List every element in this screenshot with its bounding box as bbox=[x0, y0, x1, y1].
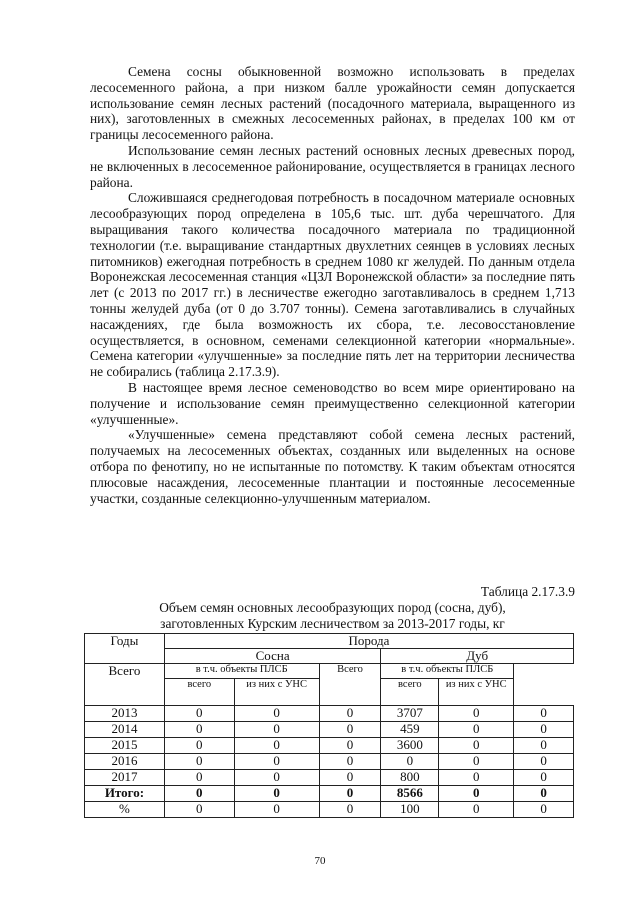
header-oak-total: Всего bbox=[319, 664, 381, 706]
row-label: 2014 bbox=[85, 722, 165, 738]
paragraph-2: Использование семян лесных растений основных лесных древесных пород, не включенных в лесосеменное районирование, осуществляется в границах лесного района. bbox=[90, 142, 575, 190]
table-cell: 0 bbox=[514, 722, 574, 738]
table-cell: 0 bbox=[514, 706, 574, 722]
table-cell: 0 bbox=[439, 754, 514, 770]
header-oak: Дуб bbox=[381, 649, 574, 664]
table-cell: 0 bbox=[439, 786, 514, 802]
table-title-line-2: заготовленных Курским лесничеством за 2013-2017 годы, кг bbox=[160, 615, 505, 631]
table-cell: 0 bbox=[164, 770, 234, 786]
table-cell: 0 bbox=[319, 786, 381, 802]
table-cell: 0 bbox=[234, 738, 319, 754]
table-cell: 0 bbox=[164, 722, 234, 738]
header-pine: Сосна bbox=[164, 649, 381, 664]
table-cell: 0 bbox=[319, 770, 381, 786]
header-oak-uns: из них с УНС bbox=[439, 679, 514, 706]
table-row bbox=[85, 722, 574, 738]
table-cell: 0 bbox=[234, 802, 319, 818]
row-label: 2017 bbox=[85, 770, 165, 786]
table-number: Таблица 2.17.3.9 bbox=[480, 584, 575, 599]
table-cell: 0 bbox=[164, 754, 234, 770]
table-cell: 0 bbox=[439, 722, 514, 738]
body-text bbox=[90, 64, 575, 506]
row-label: 2015 bbox=[85, 738, 165, 754]
table-cell: 0 bbox=[234, 754, 319, 770]
table-cell: 0 bbox=[319, 754, 381, 770]
header-oak-all: всего bbox=[381, 679, 439, 706]
table-cell: 0 bbox=[514, 754, 574, 770]
table-cell: 3600 bbox=[381, 738, 439, 754]
table-row bbox=[85, 738, 574, 754]
header-years: Годы bbox=[85, 634, 165, 664]
table-cell: 0 bbox=[234, 770, 319, 786]
table-cell: 0 bbox=[319, 738, 381, 754]
table-cell: 3707 bbox=[381, 706, 439, 722]
table-cell: 0 bbox=[164, 738, 234, 754]
table-row bbox=[85, 754, 574, 770]
table-row bbox=[85, 770, 574, 786]
table-cell: 0 bbox=[234, 786, 319, 802]
table-cell: 0 bbox=[439, 706, 514, 722]
header-pine-total: Всего bbox=[85, 664, 165, 706]
header-oak-plsb: в т.ч. объекты ПЛСБ bbox=[381, 664, 514, 679]
table-cell: 0 bbox=[319, 706, 381, 722]
paragraph-1: Семена сосны обыкновенной возможно использовать в пределах лесосеменного района, а при низком балле урожайности семян допускается использование семян лесных растений (посадочного материала, выращенного из них), заготовленных в смежных лесосеменных районах, в пределах 100 км от границы лесосеменного района. bbox=[90, 64, 575, 143]
row-label: 2016 bbox=[85, 754, 165, 770]
table-cell: 0 bbox=[234, 706, 319, 722]
table-cell: 0 bbox=[164, 802, 234, 818]
table-cell: 0 bbox=[514, 770, 574, 786]
paragraph-3: Сложившаяся среднегодовая потребность в посадочном материале основных лесообразующих пород определена в 105,6 тыс. шт. дуба черешчатого. Для выращивания такого количества посадочного материала по традиционной технологии (т.е. выращивание стандартных двухлетних сеянцев в условиях лесных питомников) ежегодная потребность в среднем 1080 кг желудей. По данным отдела Воронежская лесосеменная станция «ЦЗЛ Воронежской области» за последние пять лет (с 2013 по 2017 гг.) в лесничестве ежегодно заготавливалось в среднем 1,713 тонны желудей дуба (от 0 до 3.707 тонны). Семена заготавливались в случайных насаждениях, где была возможность их сбора, т.е. лесовосстановление осуществляется, в основном, семенами селекционной категории «нормальные». Семена категории «улучшенные» за последние пять лет на территории лесничества не собирались (таблица 2.17.3.9). bbox=[90, 190, 575, 380]
paragraph-4: В настоящее время лесное семеноводство во всем мире ориентировано на получение и использование семян преимущественно селекционной категории «улучшенные». bbox=[90, 379, 575, 427]
header-pine-plsb: в т.ч. объекты ПЛСБ bbox=[164, 664, 319, 679]
table-title bbox=[90, 600, 575, 632]
table-cell: 100 bbox=[381, 802, 439, 818]
table-cell: 800 bbox=[381, 770, 439, 786]
row-label: Итого: bbox=[85, 786, 165, 802]
seed-volume-table bbox=[84, 633, 574, 818]
table-cell: 0 bbox=[514, 738, 574, 754]
row-label: 2013 bbox=[85, 706, 165, 722]
table-row bbox=[85, 802, 574, 818]
header-pine-all: всего bbox=[164, 679, 234, 706]
table-cell: 459 bbox=[381, 722, 439, 738]
table-cell: 0 bbox=[514, 802, 574, 818]
table-cell: 0 bbox=[234, 722, 319, 738]
table-row bbox=[85, 706, 574, 722]
row-label: % bbox=[85, 802, 165, 818]
table-cell: 8566 bbox=[381, 786, 439, 802]
table-cell: 0 bbox=[164, 706, 234, 722]
table-cell: 0 bbox=[514, 786, 574, 802]
paragraph-5: «Улучшенные» семена представляют собой семена лесных растений, получаемых на лесосеменных объектах, созданных или выделенных на основе отбора по фенотипу, но не испытанные по потомству. К таким объектам относятся плюсовые насаждения, лесосеменные плантации и постоянные лесосеменные участки, созданные селекционно-улучшенным материалом. bbox=[90, 427, 575, 506]
header-pine-uns: из них с УНС bbox=[234, 679, 319, 706]
header-species: Порода bbox=[164, 634, 573, 649]
page-number: 70 bbox=[314, 855, 326, 867]
table-cell: 0 bbox=[439, 802, 514, 818]
table-cell: 0 bbox=[319, 802, 381, 818]
table-cell: 0 bbox=[381, 754, 439, 770]
table-row bbox=[85, 786, 574, 802]
table-title-line-1: Объем семян основных лесообразующих пород (сосна, дуб), bbox=[159, 600, 506, 615]
table-cell: 0 bbox=[164, 786, 234, 802]
table-cell: 0 bbox=[319, 722, 381, 738]
table-cell: 0 bbox=[439, 738, 514, 754]
table-cell: 0 bbox=[439, 770, 514, 786]
